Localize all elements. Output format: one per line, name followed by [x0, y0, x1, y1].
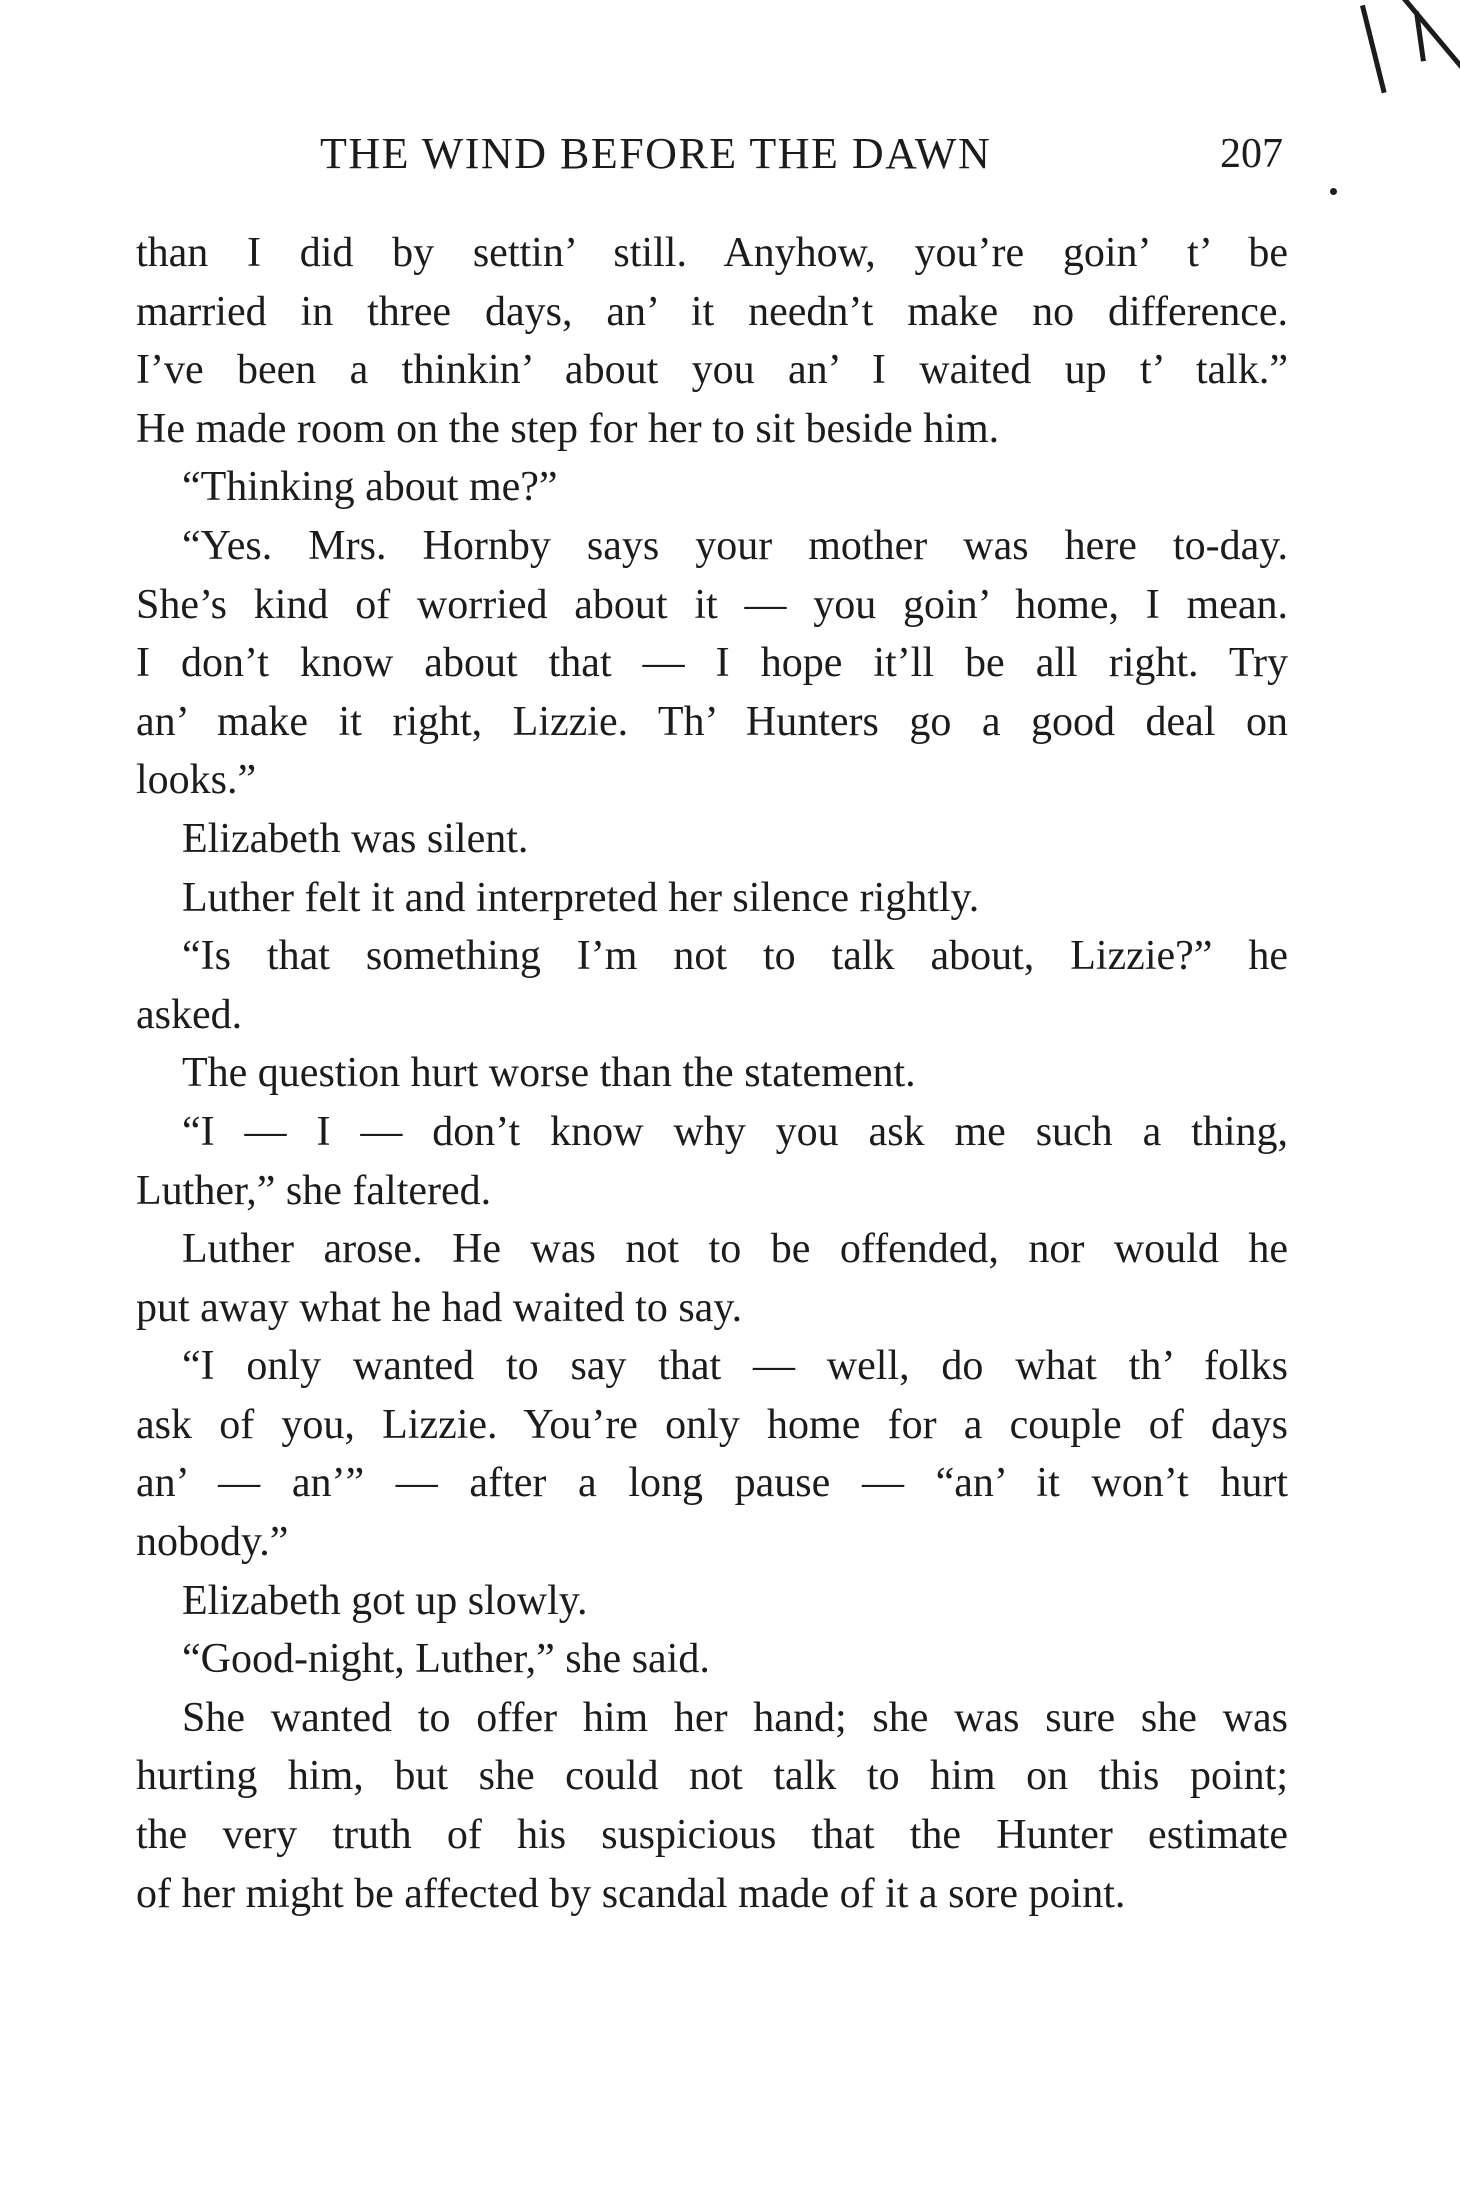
text-line: “Good-night, Luther,” she said.: [182, 1636, 710, 1683]
ink-speck: [1330, 188, 1337, 195]
text-line: an’ — an’” — after a long pause — “an’ it won’t hurt: [136, 1460, 1288, 1507]
text-line: married in three days, an’ it needn’t make no difference.: [136, 288, 1288, 335]
text-line: nobody.”: [136, 1519, 289, 1566]
text-line: She wanted to offer him her hand; she was sure she was: [182, 1694, 1288, 1741]
text-line: asked.: [136, 991, 243, 1038]
text-line: I don’t know about that — I hope it’ll be all right. Try: [136, 640, 1288, 687]
text-line: put away what he had waited to say.: [136, 1284, 743, 1331]
text-line: ask of you, Lizzie. You’re only home for a couple of days: [136, 1401, 1288, 1448]
page-header: [320, 128, 1300, 188]
text-line: “I — I — don’t know why you ask me such a thing,: [182, 1108, 1288, 1155]
text-line: “Is that something I’m not to talk about, Lizzie?” he: [182, 933, 1288, 980]
text-line: hurting him, but she could not talk to him on this point;: [136, 1753, 1288, 1800]
text-line: She’s kind of worried about it — you goin’ home, I mean.: [136, 581, 1288, 628]
text-line: The question hurt worse than the statement.: [182, 1050, 916, 1097]
text-line: Elizabeth got up slowly.: [182, 1577, 588, 1624]
body-text: [136, 224, 1288, 1923]
text-line: an’ make it right, Lizzie. Th’ Hunters go a good deal on: [136, 698, 1288, 745]
text-line: Luther arose. He was not to be offended, nor would he: [182, 1226, 1288, 1273]
page-number: 207: [1220, 131, 1283, 177]
text-line: Elizabeth was silent.: [182, 815, 529, 862]
text-line: of her might be affected by scandal made of it a sore point.: [136, 1870, 1126, 1917]
text-line: “Yes. Mrs. Hornby says your mother was here to-day.: [182, 522, 1288, 569]
text-line: Luther felt it and interpreted her silence rightly.: [182, 874, 980, 921]
text-line: looks.”: [136, 757, 257, 804]
corner-pen-mark: [1360, 5, 1387, 94]
text-line: He made room on the step for her to sit beside him.: [136, 405, 1000, 452]
text-line: “Thinking about me?”: [182, 464, 558, 511]
text-line: “I only wanted to say that — well, do what th’ folks: [182, 1343, 1288, 1390]
corner-pen-mark: [1402, 0, 1460, 92]
text-line: the very truth of his suspicious that the Hunter estimate: [136, 1812, 1288, 1859]
text-line: I’ve been a thinkin’ about you an’ I waited up t’ talk.”: [136, 347, 1288, 394]
text-line: than I did by settin’ still. Anyhow, you’re goin’ t’ be: [136, 230, 1288, 276]
running-title: THE WIND BEFORE THE DAWN: [320, 129, 992, 178]
text-line: Luther,” she faltered.: [136, 1167, 492, 1214]
